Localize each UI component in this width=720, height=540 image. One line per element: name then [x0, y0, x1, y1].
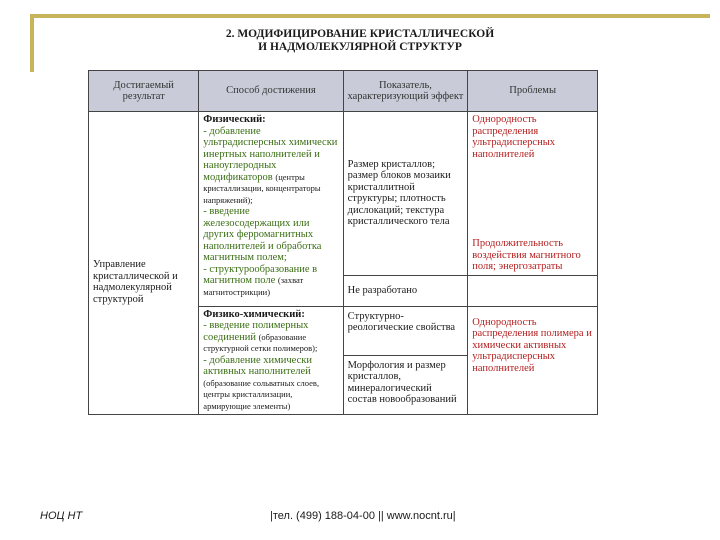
chemical-problem-1: Однородность распределения полимера и химически активных ультрадисперсных наполнителей [472, 316, 592, 374]
physical-heading: Физический: [203, 114, 266, 125]
result-text: Управление кристаллической и надмолекулярной структурой [93, 259, 178, 305]
physical-method-cell [199, 112, 343, 307]
header-result: Достигаемый результат [89, 71, 199, 112]
header-indicator: Показатель, характеризующий эффект [343, 71, 468, 112]
physical-problem-cell-1 [468, 112, 598, 276]
chemical-item-1: - введение полимерных соединений [203, 320, 309, 343]
footer-contacts: |тел. (499) 188-04-00 || www.nocnt.ru| [270, 510, 456, 522]
physical-problem-1: Однородность распределения ультрадисперсных наполнителей [472, 114, 556, 160]
chemical-method-cell [199, 306, 343, 415]
physical-indicator-none: Не разработано [347, 284, 418, 296]
physical-problem-2: Продолжительность воздействия магнитного поля; энергозатраты [472, 238, 581, 272]
physical-problem-empty-cell [468, 275, 598, 306]
title-line-2: И НАДМОЛЕКУЛЯРНОЙ СТРУКТУР [258, 41, 462, 53]
physical-item-3-note: (захват магнитострикции) [203, 275, 304, 297]
chemical-item-1-note: (образование структурной сетки полимеров); [203, 331, 318, 353]
chemical-indicator-2: Морфология и размер кристаллов, минералогический состав новообразований [347, 359, 457, 405]
footer-org: НОЦ НТ [40, 510, 83, 522]
chemical-item-2: - добавление химически активных наполнителей [203, 354, 312, 377]
physical-indicator-text: Размер кристаллов; размер блоков мозаики кристаллитной структуры; плотность дислокаций; текстура кристаллического тела [347, 158, 451, 228]
frame-left-line [30, 14, 34, 72]
physical-item-3: - структурообразование в магнитном поле [203, 263, 318, 286]
frame-top-line [30, 14, 710, 18]
table-row [89, 112, 598, 276]
chemical-problem-cell [468, 306, 598, 415]
physical-item-2: - введение железосодержащих или других ферромагнитных наполнителей и обработка магнитным полем; [203, 206, 322, 263]
header-method: Способ достижения [199, 71, 343, 112]
slide-title [160, 28, 560, 54]
modification-table [88, 70, 598, 415]
header-row [89, 71, 598, 112]
physical-indicator-cell [343, 112, 468, 276]
chemical-item-2-note: (образование сольватных слоев, центры кристаллизации, армирующие элементы) [203, 377, 320, 411]
chemical-indicator-cell [343, 306, 468, 415]
header-problems: Проблемы [468, 71, 598, 112]
physical-item-1-note: (центры кристаллизации, концентраторы напряжений); [203, 171, 321, 205]
physical-indicator-none-cell [343, 275, 468, 306]
chemical-indicator-1: Структурно-реологические свойства [344, 307, 468, 356]
result-cell [89, 112, 199, 415]
physical-item-1: - добавление ультрадисперсных химически инертных наполнителей и наноуглеродных модификаторов [203, 125, 338, 183]
chemical-heading: Физико-химический: [203, 308, 305, 320]
title-line-1: 2. МОДИФИЦИРОВАНИЕ КРИСТАЛЛИЧЕСКОЙ [225, 28, 495, 40]
